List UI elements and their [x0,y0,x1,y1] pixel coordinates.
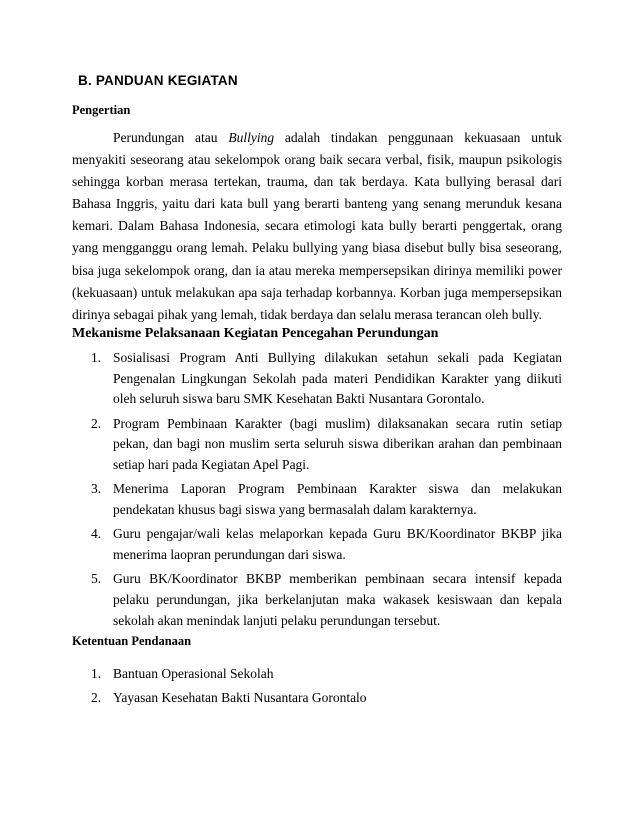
list-item [72,414,562,476]
list-item-text: Program Pembinaan Karakter (bagi muslim) dilaksanakan secara rutin setiap pekan, dan bagi non muslim serta seluruh siswa diberikan arahan dan pembinaan setiap hari pada Kegiatan Apel Pagi. [113,415,562,473]
list-item-text: Guru pengajar/wali kelas melaporkan kepada Guru BK/Koordinator BKBP jika menerima laopran perundungan dari siswa. [113,526,562,563]
paragraph-pengertian-lead: Perundungan atau [113,130,229,145]
list-item-number: 1. [91,666,102,681]
pendanaan-list [72,662,562,710]
list-item [72,686,562,710]
paragraph-pengertian-italic-term: Bullying [228,130,275,145]
list-item [72,662,562,686]
mekanisme-list [72,348,562,635]
list-item-text: Guru BK/Koordinator BKBP memberikan pembinaan secara intensif kepada pelaku perundungan, jika berkelanjutan maka wakasek kesiswaan dan kepala sekolah akan menindak lanjuti pelaku perundungan tersebut. [113,571,562,628]
list-item [72,348,562,410]
list-item-number: 2. [91,690,102,705]
list-item-text: Sosialisasi Program Anti Bullying dilakukan setahun sekali pada Kegiatan Pengenalan Lingkungan Sekolah pada materi Pendidikan Karakter yang diikuti oleh seluruh siswa baru SMK Kesehatan Bakti Nusantara Gorontalo. [113,350,562,407]
list-item-number: 2. [91,415,102,431]
list-item-number: 3. [91,481,102,497]
heading-pengertian: Pengertian [72,103,131,117]
list-item [72,479,562,520]
list-item-number: 4. [91,526,102,542]
list-item [72,569,562,631]
list-item-number: 1. [91,350,102,365]
list-item-text: Bantuan Operasional Sekolah [113,666,274,681]
list-item-number: 5. [91,571,102,587]
heading-pendanaan: Ketentuan Pendanaan [72,634,192,648]
list-item [72,524,562,565]
paragraph-pengertian [72,127,562,326]
paragraph-pengertian-body: adalah tindakan penggunaan kekuasaan untuk menyakiti seseorang atau sekelompok orang baik secara verbal, fisik, maupun psikologis sehingga korban merasa tertekan, trauma, dan tak berdaya. Kata bullying berasal dari Bahasa Inggris, yaitu dari kata bull yang berarti banteng yang senang merunduk kesana kemari. Dalam Bahasa Indonesia, secara etimologi kata bully berarti penggertak, orang yang mengganggu orang lemah. Pelaku bullying yang biasa disebut bully bisa seseorang, bisa juga sekelompok orang, dan ia atau mereka mempersepsikan dirinya memiliki power (kekuasaan) untuk melakukan apa saja terhadap korbannya. Korban juga mempersepsikan dirinya sebagai pihak yang lemah, tidak berdaya dan selalu merasa terancan oleh bully. [72,130,562,322]
heading-mekanisme: Mekanisme Pelaksanaan Kegiatan Pencegahan Perundungan [72,326,439,341]
section-title: B. PANDUAN KEGIATAN [78,73,238,88]
list-item-text: Menerima Laporan Program Pembinaan Karakter siswa dan melakukan pendekatan khusus bagi siswa yang bermasalah dalam karakternya. [113,481,562,518]
list-item-text: Yayasan Kesehatan Bakti Nusantara Gorontalo [113,690,367,705]
